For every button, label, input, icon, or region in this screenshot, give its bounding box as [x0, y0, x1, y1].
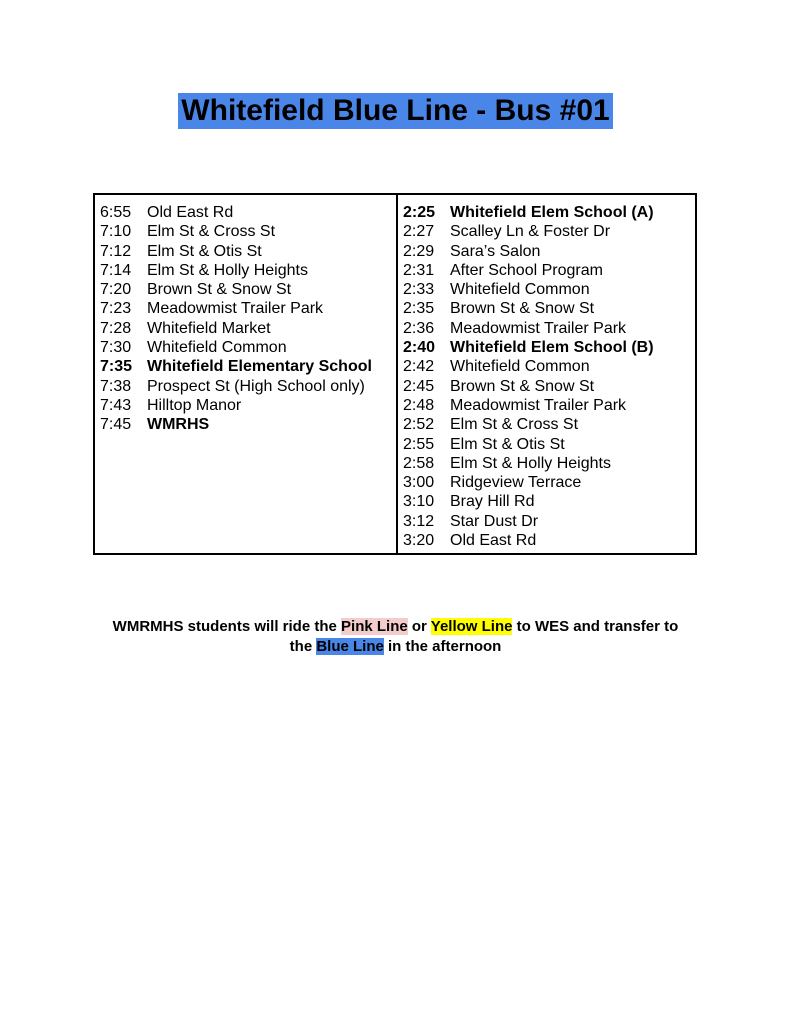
stop-time: 2:42	[403, 358, 435, 376]
stop-name: Elm St & Holly Heights	[147, 261, 308, 279]
schedule-row	[100, 338, 396, 357]
schedule-row	[403, 242, 695, 261]
schedule-row	[403, 203, 695, 222]
stop-name: Whitefield Elem School (A)	[450, 204, 654, 221]
stop-name: Brown St & Snow St	[450, 300, 595, 318]
schedule-row	[403, 299, 695, 318]
schedule-row	[403, 377, 695, 396]
schedule-row	[403, 435, 695, 454]
stop-time: 7:35	[100, 358, 133, 376]
stop-time: 2:40	[403, 339, 436, 357]
title-container	[0, 93, 791, 129]
stop-name: Whitefield Common	[147, 339, 287, 357]
schedule-row	[403, 531, 695, 550]
schedule-row	[403, 415, 695, 434]
stop-name: Elm St & Otis St	[450, 435, 565, 453]
stop-name: Whitefield Common	[450, 358, 590, 376]
stop-name: Elm St & Cross St	[450, 416, 579, 434]
schedule-row	[403, 396, 695, 415]
stop-time: 7:14	[100, 261, 132, 279]
stop-name: Star Dust Dr	[450, 512, 539, 530]
stop-name: Meadowmist Trailer Park	[147, 300, 324, 318]
stop-time: 7:28	[100, 319, 132, 337]
schedule-row	[403, 512, 695, 531]
stop-name: Meadowmist Trailer Park	[450, 396, 627, 414]
transfer-note	[60, 617, 731, 657]
stop-time: 2:29	[403, 242, 435, 260]
stop-time: 3:10	[403, 493, 435, 511]
schedule-row	[403, 357, 695, 376]
stop-name: WMRHS	[147, 416, 210, 434]
stop-time: 3:00	[403, 474, 435, 492]
stop-time: 2:36	[403, 319, 435, 337]
note-text-5: in the afternoon	[383, 638, 502, 655]
stop-name: Elm St & Holly Heights	[450, 454, 611, 472]
schedule-row	[100, 242, 396, 261]
stop-name: Hilltop Manor	[147, 396, 242, 414]
stop-time: 7:38	[100, 377, 132, 395]
schedule-row	[100, 299, 396, 318]
stop-time: 2:48	[403, 396, 435, 414]
schedule-row	[100, 415, 396, 434]
stop-time: 2:27	[403, 223, 435, 241]
schedule-row	[100, 280, 396, 299]
stop-time: 2:31	[403, 261, 435, 279]
schedule-row	[403, 261, 695, 280]
schedule-table	[93, 193, 697, 555]
stop-name: After School Program	[450, 261, 603, 279]
schedule-row	[403, 338, 695, 357]
schedule-row	[100, 261, 396, 280]
stop-name: Whitefield Market	[147, 319, 271, 337]
schedule-row	[403, 473, 695, 492]
stop-name: Sara’s Salon	[450, 242, 541, 260]
stop-name: Prospect St (High School only)	[147, 377, 365, 395]
stop-name: Bray Hill Rd	[450, 493, 535, 511]
pink-line-label: Pink Line	[341, 618, 408, 635]
stop-time: 7:30	[100, 339, 132, 357]
schedule-row	[100, 377, 396, 396]
note-text-2: or	[407, 618, 431, 635]
stop-time: 2:25	[403, 204, 436, 221]
schedule-row	[403, 222, 695, 241]
schedule-row	[403, 280, 695, 299]
schedule-row	[100, 357, 396, 376]
stop-name: Elm St & Cross St	[147, 223, 276, 241]
stop-time: 6:55	[100, 204, 132, 221]
note-text-3: to WES and transfer to	[512, 618, 679, 635]
stop-time: 2:45	[403, 377, 435, 395]
page-title: Whitefield Blue Line - Bus #01	[178, 93, 612, 129]
schedule-row	[100, 319, 396, 338]
stop-name: Old East Rd	[147, 204, 234, 221]
stop-name: Old East Rd	[450, 532, 537, 550]
afternoon-column	[398, 195, 695, 553]
note-text-1: WMRMHS students will ride the	[112, 618, 342, 635]
stop-time: 7:43	[100, 396, 132, 414]
stop-name: Brown St & Snow St	[147, 281, 292, 299]
schedule-row	[403, 492, 695, 511]
stop-time: 7:20	[100, 281, 132, 299]
stop-time: 3:20	[403, 532, 435, 550]
stop-time: 2:33	[403, 281, 435, 299]
stop-time: 2:52	[403, 416, 435, 434]
schedule-row	[403, 319, 695, 338]
stop-time: 7:10	[100, 223, 132, 241]
morning-column	[95, 195, 398, 553]
schedule-row	[403, 454, 695, 473]
schedule-row	[100, 203, 396, 222]
stop-name: Whitefield Elementary School	[147, 358, 372, 376]
stop-time: 2:55	[403, 435, 435, 453]
schedule-row	[100, 222, 396, 241]
blue-line-label: Blue Line	[316, 638, 384, 655]
stop-time: 2:58	[403, 454, 435, 472]
stop-time: 3:12	[403, 512, 435, 530]
schedule-row	[100, 396, 396, 415]
stop-time: 2:35	[403, 300, 435, 318]
stop-name: Whitefield Elem School (B)	[450, 339, 654, 357]
stop-time: 7:45	[100, 416, 132, 434]
stop-name: Meadowmist Trailer Park	[450, 319, 627, 337]
stop-time: 7:23	[100, 300, 132, 318]
yellow-line-label: Yellow Line	[430, 618, 513, 635]
stop-name: Whitefield Common	[450, 281, 590, 299]
note-text-4: the	[289, 638, 317, 655]
stop-name: Brown St & Snow St	[450, 377, 595, 395]
stop-name: Elm St & Otis St	[147, 242, 262, 260]
stop-time: 7:12	[100, 242, 132, 260]
stop-name: Ridgeview Terrace	[450, 474, 582, 492]
stop-name: Scalley Ln & Foster Dr	[450, 223, 611, 241]
